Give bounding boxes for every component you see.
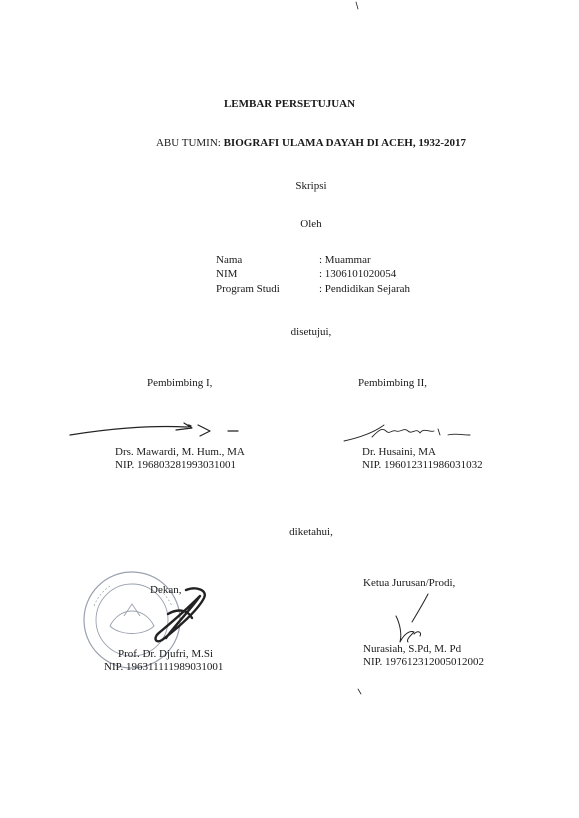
head-signature: [384, 590, 444, 650]
by-label: Oleh: [300, 218, 322, 230]
thesis-title-prefix: ABU TUMIN:: [155, 137, 221, 149]
dean-name: Prof. Dr. Djufri, M.Si: [118, 648, 214, 660]
thesis-title: [0, 137, 579, 149]
name-label: Nama: [216, 254, 243, 266]
name-value: : Muammar: [319, 254, 371, 266]
nim-label: NIM: [216, 268, 238, 280]
scan-mark-icon: [355, 2, 359, 10]
supervisor-1-signature: [68, 421, 248, 441]
acknowledged-label: diketahui,: [289, 526, 333, 538]
head-name: Nurasiah, S.Pd, M. Pd: [363, 643, 462, 655]
thesis-title-rest: BIOGRAFI ULAMA DAYAH DI ACEH, 1932-2017: [220, 137, 467, 149]
page-title: LEMBAR PERSETUJUAN: [223, 98, 356, 110]
dean-role: Dekan,: [150, 584, 182, 596]
approved-label: disetujui,: [290, 326, 332, 338]
supervisor-2-nip: NIP. 196012311986031032: [362, 459, 483, 471]
nim-value: : 1306101020054: [319, 268, 397, 280]
supervisor-1-role: Pembimbing I,: [147, 377, 213, 389]
scan-mark-bottom-icon: [357, 688, 363, 696]
head-role: Ketua Jurusan/Prodi,: [363, 577, 456, 589]
supervisor-2-signature: [342, 421, 482, 445]
document-type: Skripsi: [295, 180, 327, 192]
supervisor-2-role: Pembimbing II,: [358, 377, 428, 389]
supervisor-1-name: Drs. Mawardi, M. Hum., MA: [115, 446, 245, 458]
program-value: : Pendidikan Sejarah: [319, 283, 411, 295]
dean-signature: [148, 584, 218, 654]
head-nip: NIP. 197612312005012002: [363, 656, 485, 668]
supervisor-2-name: Dr. Husaini, MA: [362, 446, 436, 458]
dean-nip: NIP. 196311111989031001: [104, 661, 224, 673]
supervisor-1-nip: NIP. 196803281993031001: [115, 459, 237, 471]
program-label: Program Studi: [216, 283, 280, 295]
